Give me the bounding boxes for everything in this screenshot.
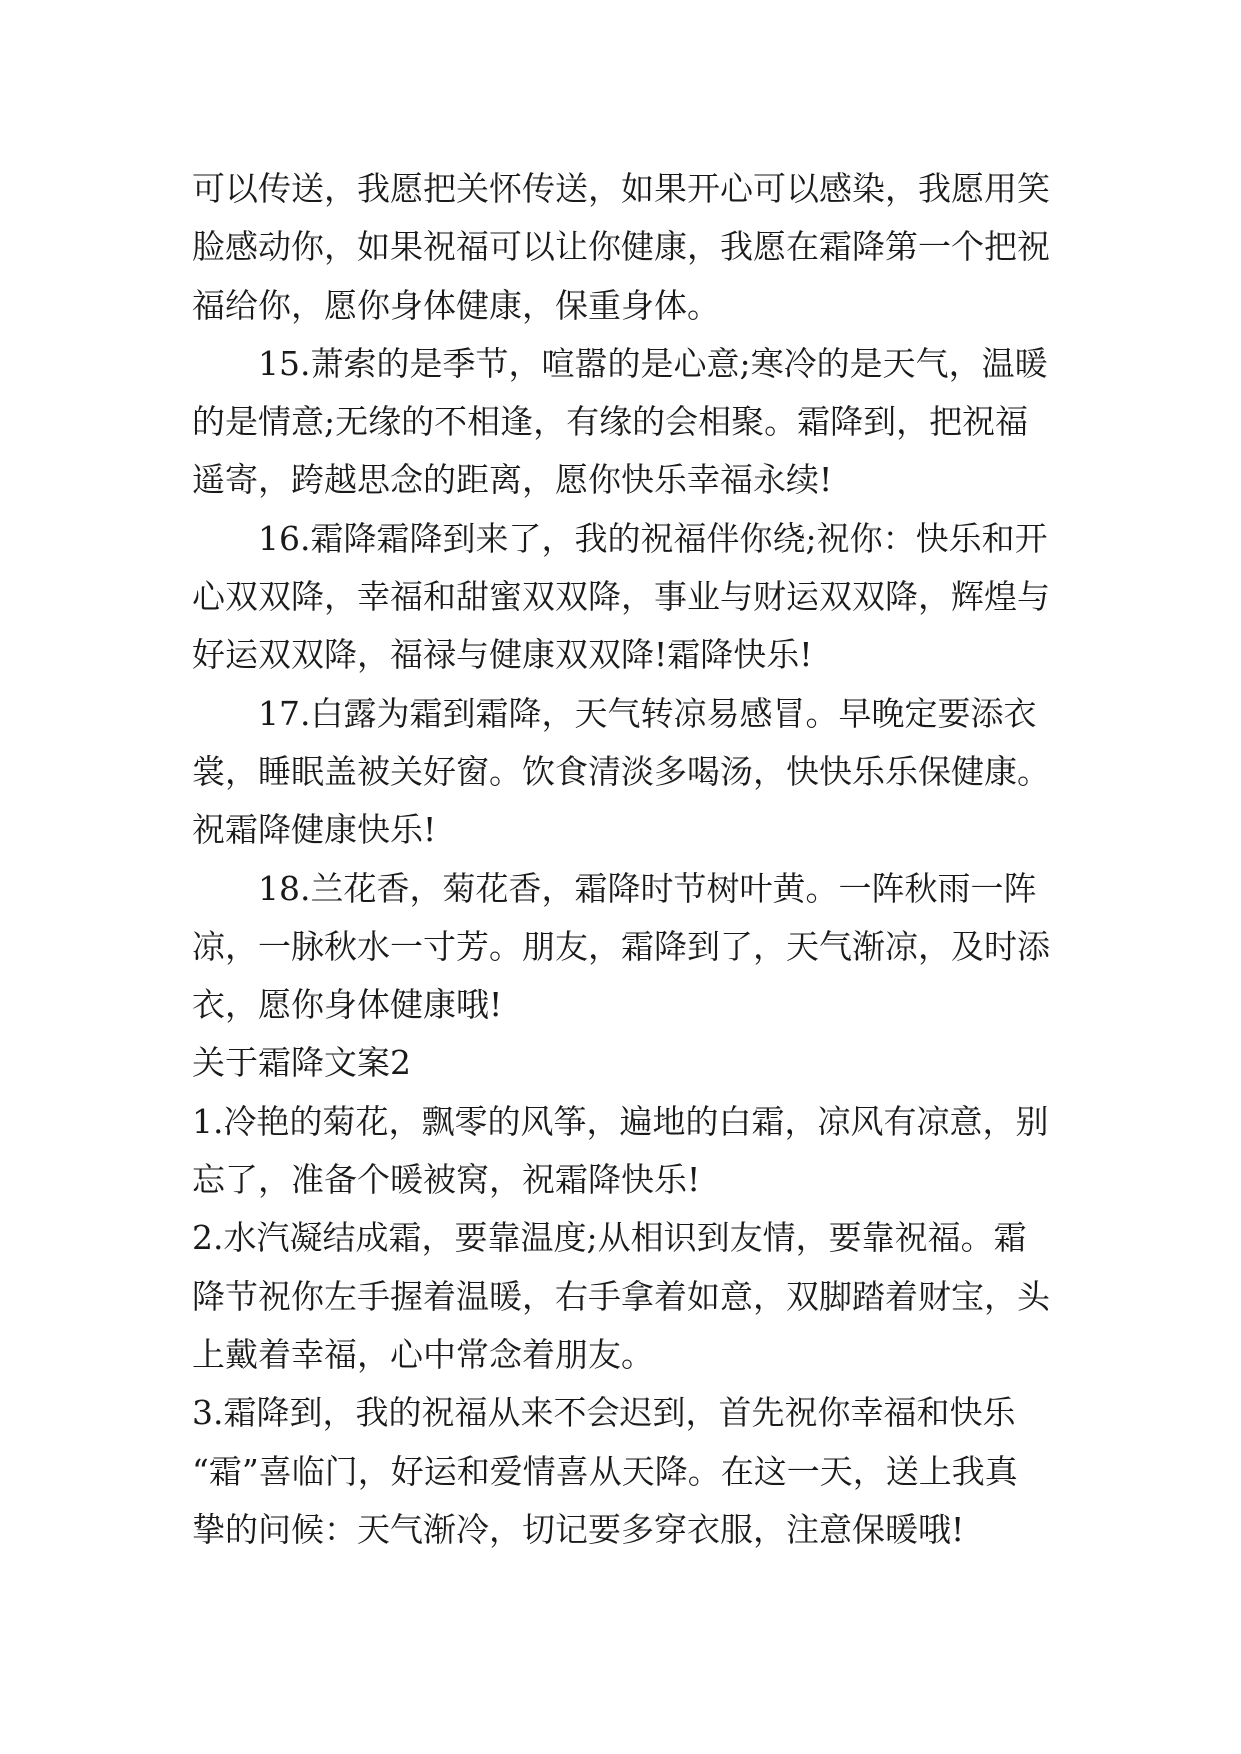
text-line: 衣，愿你身体健康哦! (192, 985, 503, 1025)
text-line: 降节祝你左手握着温暖，右手拿着如意，双脚踏着财宝，头 (192, 1276, 1050, 1316)
text-line: 心双双降，幸福和甜蜜双双降，事业与财运双双降，辉煌与 (192, 577, 1050, 617)
item-3-start: 3.霜降到，我的祝福从来不会迟到，首先祝你幸福和快乐 (192, 1393, 1016, 1433)
text-line: “霜”喜临门，好运和爱情喜从天降。在这一天，送上我真 (192, 1451, 1018, 1491)
section-heading: 关于霜降文案2 (192, 1043, 411, 1083)
paragraph-16-start: 16.霜降霜降到来了，我的祝福伴你绕;祝你：快乐和开 (258, 518, 1048, 558)
text-line: 好运双双降，福禄与健康双双降!霜降快乐! (192, 635, 813, 675)
paragraph-15-start: 15.萧索的是季节，喧嚣的是心意;寒冷的是天气，温暖 (258, 343, 1048, 383)
paragraph-17-start: 17.白露为霜到霜降，天气转凉易感冒。早晚定要添衣 (258, 693, 1037, 733)
text-line: 福给你，愿你身体健康，保重身体。 (192, 285, 720, 325)
document-body (192, 160, 1072, 1559)
text-line: 裳，睡眠盖被关好窗。饮食清淡多喝汤，快快乐乐保健康。 (192, 751, 1050, 791)
text-line: 遥寄，跨越思念的距离，愿你快乐幸福永续! (192, 460, 833, 500)
text-line: 祝霜降健康快乐! (192, 810, 437, 850)
text-line: 忘了，准备个暖被窝，祝霜降快乐! (192, 1160, 701, 1200)
text-line: 可以传送，我愿把关怀传送，如果开心可以感染，我愿用笑 (192, 169, 1050, 208)
item-1-start: 1.冷艳的菊花，飘零的风筝，遍地的白霜，凉风有凉意，别 (192, 1101, 1049, 1141)
text-line: 上戴着幸福，心中常念着朋友。 (192, 1334, 654, 1374)
text-line: 的是情意;无缘的不相逢，有缘的会相聚。霜降到，把祝福 (192, 402, 1029, 442)
paragraph-18-start: 18.兰花香，菊花香，霜降时节树叶黄。一阵秋雨一阵 (258, 868, 1037, 908)
text-line: 凉，一脉秋水一寸芳。朋友，霜降到了，天气渐凉，及时添 (192, 926, 1050, 966)
item-2-start: 2.水汽凝结成霜，要靠温度;从相识到友情，要靠祝福。霜 (192, 1218, 1027, 1258)
text-line: 挚的问候：天气渐冷，切记要多穿衣服，注意保暖哦! (192, 1509, 965, 1549)
text-line: 脸感动你，如果祝福可以让你健康，我愿在霜降第一个把祝 (192, 227, 1050, 267)
